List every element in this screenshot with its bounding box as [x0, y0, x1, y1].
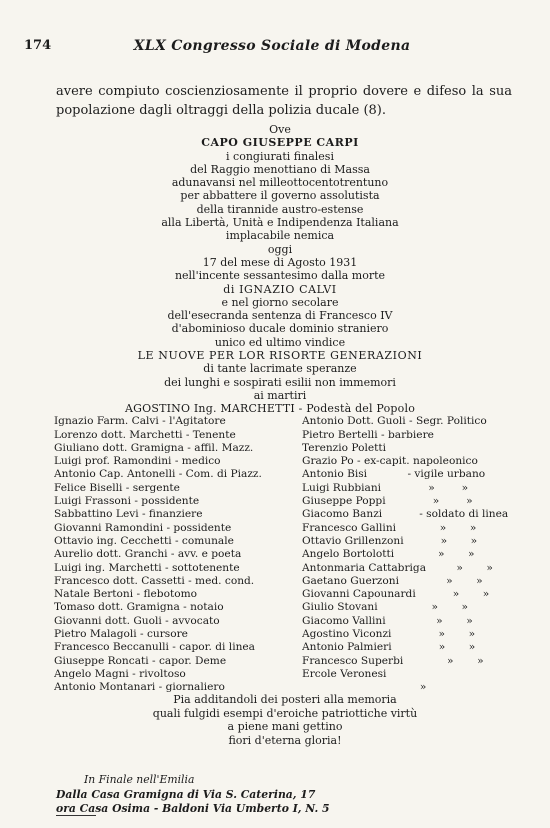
- name-entry-right: Grazio Po - ex-capit. napoleonico: [302, 455, 478, 468]
- name-entry-left: Aurelio dott. Granchi - avv. e poeta: [54, 548, 242, 561]
- name-entry-left: Giovanni dott. Guoli - avvocato: [54, 614, 220, 627]
- epigraph-line: i congiurati finalesi: [226, 149, 334, 163]
- epigraph-line: della tirannide austro-estense: [196, 202, 364, 216]
- name-entry-left: Luigi Frassoni - possidente: [54, 495, 200, 508]
- epigraph-line: LE NUOVE PER LOR RISORTE GENERAZIONI: [137, 349, 423, 363]
- page-header: [24, 38, 520, 58]
- epigraph-line: di IGNAZIO CALVI: [223, 282, 337, 296]
- epigraph-line: oggi: [267, 242, 293, 256]
- name-entry-right: Francesco Gallini » »: [302, 521, 477, 534]
- epigraph-line: CAPO GIUSEPPE CARPI: [201, 136, 359, 150]
- name-entry-left: Francesco dott. Cassetti - med. cond.: [54, 574, 255, 587]
- epigraph-line: dei lunghi e sospirati esilii non immemori: [164, 375, 396, 389]
- name-entry-left: Antonio Cap. Antonelli - Com. di Piazz.: [54, 468, 262, 481]
- closing-dedication: [80, 693, 490, 747]
- signature-line: Dalla Casa Gramigna di Via S. Caterina, 17: [56, 787, 316, 801]
- closing-line: quali fulgidi esempi d'eroiche patriottiche virtù: [152, 706, 418, 720]
- closing-line: Pia additandoli dei posteri alla memoria: [173, 693, 397, 706]
- name-entry-left: Ottavio ing. Cecchetti - comunale: [54, 534, 234, 547]
- name-entry-right: Giacomo Banzi - soldato di linea: [302, 508, 509, 521]
- epigraph-line: Ove: [269, 123, 291, 136]
- name-entry-left: Luigi prof. Ramondini - medico: [54, 455, 221, 468]
- epigraph-line: adunavansi nel milleottocentotrentuno: [171, 176, 389, 190]
- name-entry-right: Angelo Bortolotti » »: [302, 548, 475, 561]
- epigraph-line: e nel giorno secolare: [221, 295, 339, 309]
- name-entry-right: Pietro Bertelli - barbiere: [302, 428, 434, 441]
- epigraph-line: implacabile nemica: [225, 229, 335, 243]
- name-entry-right: Ercole Veronesi: [302, 667, 387, 680]
- name-entry-right: Gaetano Guerzoni » »: [302, 574, 483, 587]
- name-entry-left: Sabbattino Levi - finanziere: [54, 508, 203, 521]
- signature-block: [56, 773, 329, 817]
- footer-rule: [56, 815, 96, 816]
- epigraph-line: per abbattere il governo assolutista: [180, 189, 380, 203]
- name-entry-left: Giovanni Ramondini - possidente: [54, 521, 232, 534]
- name-entry-right: Antonio Bisi - vigile urbano: [302, 468, 486, 481]
- closing-line: fiori d'eterna gloria!: [228, 733, 342, 747]
- name-entry-left: Giuliano dott. Gramigna - affil. Mazz.: [54, 441, 254, 454]
- page-number: 174: [24, 38, 52, 53]
- name-entry-right: Agostino Viconzi » »: [302, 628, 476, 641]
- closing-line: a piene mani gettino: [227, 720, 343, 734]
- epigraph-block: [40, 123, 520, 402]
- intro-paragraph: avere compiuto coscienziosamente il proprio dovere e difeso la sua popolazione dagli oltraggi della polizia ducale (8).: [56, 84, 512, 118]
- epigraph-line: del Raggio menottiano di Massa: [190, 162, 370, 176]
- epigraph-line: ai martiri: [253, 388, 307, 402]
- name-entry-left: Angelo Magni - rivoltoso: [54, 667, 186, 680]
- name-entry-right: Francesco Superbi » »: [302, 654, 484, 667]
- signature-line: In Finale nell'Emilia: [84, 773, 195, 786]
- epigraph-line: unico ed ultimo vindice: [214, 335, 346, 349]
- names-section: [54, 402, 520, 695]
- name-entry-right: Antonmaria Cattabriga » »: [302, 561, 493, 574]
- name-entry-right: »: [302, 681, 427, 694]
- running-head: XLX Congresso Sociale di Modena: [133, 38, 411, 54]
- name-entry-right: Antonio Dott. Guoli - Segr. Politico: [302, 415, 487, 428]
- name-entry-left: Ignazio Farm. Calvi - l'Agitatore: [54, 415, 226, 428]
- names-grid: [54, 415, 520, 694]
- name-entry-left: Francesco Beccanulli - capor. di linea: [54, 641, 255, 654]
- epigraph-line: 17 del mese di Agosto 1931: [202, 255, 358, 269]
- name-entry-right: Giulio Stovani » »: [302, 601, 469, 614]
- name-entry-left: Felice Biselli - sergente: [54, 481, 180, 494]
- name-entry-right: Giovanni Capounardi » »: [302, 588, 490, 601]
- name-entry-left: Giuseppe Roncati - capor. Deme: [54, 654, 227, 667]
- epigraph-line: di tante lacrimate speranze: [203, 362, 357, 376]
- epigraph-line: d'abominioso ducale dominio straniero: [171, 322, 389, 336]
- epigraph-line: nell'incente sessantesimo dalla morte: [174, 269, 386, 283]
- name-entry-right: Ottavio Grillenzoni » »: [302, 534, 478, 547]
- name-entry-left: Lorenzo dott. Marchetti - Tenente: [54, 428, 236, 441]
- epigraph-line: dell'esecranda sentenza di Francesco IV: [167, 309, 393, 323]
- name-entry-right: Luigi Rubbiani » »: [302, 481, 469, 494]
- name-entry-left: Pietro Malagoli - cursore: [54, 628, 188, 641]
- name-entry-right: Giacomo Vallini » »: [302, 614, 473, 627]
- name-entry-left: Tomaso dott. Gramigna - notaio: [54, 601, 224, 614]
- name-entry-left: Antonio Montanari - giornaliero: [54, 681, 225, 694]
- name-entry-right: Terenzio Poletti: [302, 441, 387, 454]
- leader-line: AGOSTINO Ing. MARCHETTI - Podestà del Popolo: [124, 402, 416, 415]
- name-entry-right: Giuseppe Poppi » »: [302, 495, 473, 508]
- name-entry-left: Luigi ing. Marchetti - sottotenente: [54, 561, 240, 574]
- epigraph-line: alla Libertà, Unità e Indipendenza Italiana: [161, 216, 399, 230]
- name-entry-right: Antonio Palmieri » »: [302, 641, 476, 654]
- signature-line: ora Casa Osima - Baldoni Via Umberto I, N. 5: [56, 802, 330, 815]
- name-entry-left: Natale Bertoni - flebotomo: [54, 588, 198, 601]
